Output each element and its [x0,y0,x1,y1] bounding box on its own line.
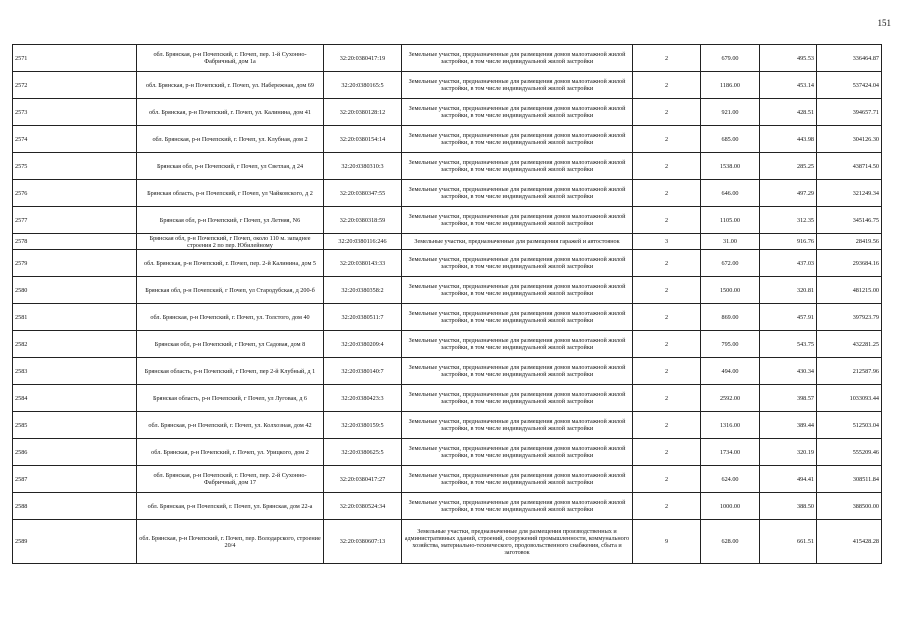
table-row [13,180,882,207]
row-cadastral-value: 293684.16 [817,250,882,277]
row-number: 2589 [13,520,137,564]
table-row [13,304,882,331]
row-cadastral-value: 537424.04 [817,72,882,99]
row-number: 2573 [13,99,137,126]
table-row [13,99,882,126]
table-row [13,234,882,250]
cadastral-value-table [12,44,882,564]
row-group: 2 [633,126,701,153]
row-area: 921.00 [701,99,760,126]
row-specific-value: 320.19 [760,439,817,466]
row-area: 494.00 [701,358,760,385]
page-number: 151 [877,18,891,28]
row-cadastral-number: 32:20:0380423:3 [324,385,402,412]
row-specific-value: 661.51 [760,520,817,564]
row-cadastral-value: 555209.46 [817,439,882,466]
row-specific-value: 389.44 [760,412,817,439]
row-cadastral-number: 32:20:0380116:246 [324,234,402,250]
row-group: 2 [633,331,701,358]
row-cadastral-value: 415428.28 [817,520,882,564]
row-area: 869.00 [701,304,760,331]
row-group: 2 [633,358,701,385]
row-number: 2582 [13,331,137,358]
row-address: обл. Брянская, р-н Почепский, г. Почеп, ул. Набережная, дом 69 [137,72,324,99]
row-group: 2 [633,250,701,277]
row-specific-value: 916.76 [760,234,817,250]
row-area: 628.00 [701,520,760,564]
row-address: Брянская обл, р-н Почепский, г Почеп, ул Садовая, дом 8 [137,331,324,358]
row-group: 2 [633,180,701,207]
row-permitted-use: Земельные участки, предназначенные для размещения домов малоэтажной жилой застройки, в том числе индивидуальной жилой застройки [402,99,633,126]
table-row [13,466,882,493]
row-permitted-use: Земельные участки, предназначенные для размещения домов малоэтажной жилой застройки, в том числе индивидуальной жилой застройки [402,304,633,331]
row-cadastral-value: 212587.96 [817,358,882,385]
row-number: 2571 [13,45,137,72]
row-address: Брянская область, р-н Почепский, г Почеп, пер 2-й Клубный, д 1 [137,358,324,385]
row-area: 1316.00 [701,412,760,439]
table-row [13,207,882,234]
row-group: 2 [633,45,701,72]
row-cadastral-number: 32:20:0380128:12 [324,99,402,126]
row-address: Брянская область, р-н Почепский, г Почеп, ул Чайковского, д 2 [137,180,324,207]
row-specific-value: 543.75 [760,331,817,358]
row-number: 2584 [13,385,137,412]
row-number: 2586 [13,439,137,466]
row-number: 2588 [13,493,137,520]
row-group: 2 [633,277,701,304]
row-area: 679.00 [701,45,760,72]
row-permitted-use: Земельные участки, предназначенные для размещения домов малоэтажной жилой застройки, в том числе индивидуальной жилой застройки [402,385,633,412]
row-cadastral-number: 32:20:0380165:5 [324,72,402,99]
row-permitted-use: Земельные участки, предназначенные для размещения домов малоэтажной жилой застройки, в том числе индивидуальной жилой застройки [402,493,633,520]
row-cadastral-value: 336464.87 [817,45,882,72]
row-cadastral-value: 481215.00 [817,277,882,304]
table-row [13,153,882,180]
row-cadastral-value: 432281.25 [817,331,882,358]
row-cadastral-number: 32:20:0380318:59 [324,207,402,234]
row-area: 1000.00 [701,493,760,520]
row-specific-value: 457.91 [760,304,817,331]
row-number: 2581 [13,304,137,331]
table-row [13,493,882,520]
row-area: 646.00 [701,180,760,207]
table-row [13,331,882,358]
row-address: обл. Брянская, р-н Почепский, г. Почеп, ул. Колхозная, дом 42 [137,412,324,439]
row-group: 2 [633,207,701,234]
row-permitted-use: Земельные участки, предназначенные для размещения домов малоэтажной жилой застройки, в том числе индивидуальной жилой застройки [402,250,633,277]
row-permitted-use: Земельные участки, предназначенные для размещения домов малоэтажной жилой застройки, в том числе индивидуальной жилой застройки [402,331,633,358]
row-number: 2574 [13,126,137,153]
row-cadastral-number: 32:20:0380143:33 [324,250,402,277]
row-area: 672.00 [701,250,760,277]
row-cadastral-number: 32:20:0380625:5 [324,439,402,466]
row-cadastral-value: 304126.30 [817,126,882,153]
row-specific-value: 430.34 [760,358,817,385]
row-cadastral-number: 32:20:0380524:34 [324,493,402,520]
row-number: 2577 [13,207,137,234]
row-specific-value: 443.98 [760,126,817,153]
row-specific-value: 398.57 [760,385,817,412]
row-area: 1105.00 [701,207,760,234]
row-cadastral-value: 394657.71 [817,99,882,126]
row-specific-value: 495.53 [760,45,817,72]
row-permitted-use: Земельные участки, предназначенные для размещения домов малоэтажной жилой застройки, в том числе индивидуальной жилой застройки [402,207,633,234]
table-row [13,439,882,466]
row-cadastral-number: 32:20:0380417:19 [324,45,402,72]
row-area: 1500.00 [701,277,760,304]
row-permitted-use: Земельные участки, предназначенные для размещения домов малоэтажной жилой застройки, в том числе индивидуальной жилой застройки [402,439,633,466]
table-row [13,277,882,304]
row-area: 2592.00 [701,385,760,412]
row-address: обл. Брянская, р-н Почепский, г. Почеп, ул. Калинина, дом 41 [137,99,324,126]
row-address: обл. Брянская, р-н Почепский, г. Почеп, пер. 2-й Калинина, дом 5 [137,250,324,277]
row-number: 2580 [13,277,137,304]
row-cadastral-number: 32:20:0380140:7 [324,358,402,385]
row-cadastral-number: 32:20:0380358:2 [324,277,402,304]
row-address: обл. Брянская, р-н Почепский, г. Почеп, ул. Клубная, дом 2 [137,126,324,153]
row-number: 2578 [13,234,137,250]
row-address: Брянская обл, р-н Почепский, г Почеп, ул Стародубская, д 200-б [137,277,324,304]
row-cadastral-number: 32:20:0380209:4 [324,331,402,358]
row-number: 2572 [13,72,137,99]
row-cadastral-value: 438714.50 [817,153,882,180]
row-permitted-use: Земельные участки, предназначенные для размещения домов малоэтажной жилой застройки, в том числе индивидуальной жилой застройки [402,180,633,207]
row-specific-value: 437.03 [760,250,817,277]
row-address: обл. Брянская, р-н Почепский, г. Почеп, пер. Володарского, строение 20/4 [137,520,324,564]
row-cadastral-number: 32:20:0380159:5 [324,412,402,439]
row-group: 2 [633,412,701,439]
row-cadastral-value: 1033093.44 [817,385,882,412]
row-area: 31.00 [701,234,760,250]
table-row [13,520,882,564]
row-specific-value: 494.41 [760,466,817,493]
row-specific-value: 285.25 [760,153,817,180]
row-permitted-use: Земельные участки, предназначенные для размещения гаражей и автостоянок [402,234,633,250]
row-cadastral-value: 345146.75 [817,207,882,234]
row-group: 2 [633,493,701,520]
row-group: 2 [633,72,701,99]
row-specific-value: 453.14 [760,72,817,99]
row-cadastral-value: 512503.04 [817,412,882,439]
row-cadastral-value: 388500.00 [817,493,882,520]
row-cadastral-value: 28419.56 [817,234,882,250]
row-permitted-use: Земельные участки, предназначенные для размещения производственных и административных зданий, строений, сооружений промышленности, коммунального хозяйства, материально-технического, продовольственного снабжения, сбыта и заготовок [402,520,633,564]
row-specific-value: 312.35 [760,207,817,234]
row-cadastral-number: 32:20:0380154:14 [324,126,402,153]
row-address: Брянская обл, р-н Почепский, г Почеп, ул Светлая, д 24 [137,153,324,180]
row-number: 2576 [13,180,137,207]
row-permitted-use: Земельные участки, предназначенные для размещения домов малоэтажной жилой застройки, в том числе индивидуальной жилой застройки [402,72,633,99]
row-address: обл. Брянская, р-н Почепский, г. Почеп, ул. Урицкого, дом 2 [137,439,324,466]
row-group: 2 [633,385,701,412]
row-address: Брянская область, р-н Почепский, г Почеп, ул Луговая, д 6 [137,385,324,412]
row-cadastral-number: 32:20:0380417:27 [324,466,402,493]
row-specific-value: 320.81 [760,277,817,304]
row-cadastral-number: 32:20:0380607:13 [324,520,402,564]
row-area: 685.00 [701,126,760,153]
row-specific-value: 428.51 [760,99,817,126]
row-cadastral-number: 32:20:0380347:55 [324,180,402,207]
row-permitted-use: Земельные участки, предназначенные для размещения домов малоэтажной жилой застройки, в том числе индивидуальной жилой застройки [402,45,633,72]
row-number: 2583 [13,358,137,385]
table-row [13,45,882,72]
row-address: Брянская обл, р-н Почепский, г Почеп, ул Летняя, N6 [137,207,324,234]
row-cadastral-value: 397923.79 [817,304,882,331]
row-number: 2587 [13,466,137,493]
row-specific-value: 497.29 [760,180,817,207]
row-cadastral-number: 32:20:0380310:3 [324,153,402,180]
row-group: 2 [633,439,701,466]
row-cadastral-number: 32:20:0380511:7 [324,304,402,331]
row-address: обл. Брянская, р-н Почепский, г. Почеп, пер. 2-й Сухонно-Фабричный, дом 17 [137,466,324,493]
row-address: обл. Брянская, р-н Почепский, г. Почеп, ул. Брянская, дом 22-а [137,493,324,520]
table-row [13,72,882,99]
row-address: обл. Брянская, р-н Почепский, г. Почеп, ул. Толстого, дом 40 [137,304,324,331]
row-permitted-use: Земельные участки, предназначенные для размещения домов малоэтажной жилой застройки, в том числе индивидуальной жилой застройки [402,153,633,180]
row-area: 1538.00 [701,153,760,180]
row-permitted-use: Земельные участки, предназначенные для размещения домов малоэтажной жилой застройки, в том числе индивидуальной жилой застройки [402,277,633,304]
row-area: 1734.00 [701,439,760,466]
row-specific-value: 388.50 [760,493,817,520]
table-row [13,412,882,439]
row-group: 2 [633,304,701,331]
row-group: 2 [633,153,701,180]
table-row [13,358,882,385]
row-area: 1186.00 [701,72,760,99]
row-group: 2 [633,99,701,126]
row-permitted-use: Земельные участки, предназначенные для размещения домов малоэтажной жилой застройки, в том числе индивидуальной жилой застройки [402,466,633,493]
row-number: 2575 [13,153,137,180]
row-permitted-use: Земельные участки, предназначенные для размещения домов малоэтажной жилой застройки, в том числе индивидуальной жилой застройки [402,412,633,439]
row-number: 2585 [13,412,137,439]
row-group: 3 [633,234,701,250]
row-address: обл. Брянская, р-н Почепский, г. Почеп, пер. 1-й Сухонно-Фабричный, дом 1а [137,45,324,72]
row-permitted-use: Земельные участки, предназначенные для размещения домов малоэтажной жилой застройки, в том числе индивидуальной жилой застройки [402,126,633,153]
table-row [13,385,882,412]
row-area: 624.00 [701,466,760,493]
row-address: Брянская обл, р-н Почепский, г Почеп, около 110 м. западнее строения 2 по пер. Юбилейному [137,234,324,250]
row-permitted-use: Земельные участки, предназначенные для размещения домов малоэтажной жилой застройки, в том числе индивидуальной жилой застройки [402,358,633,385]
table-row [13,126,882,153]
table-row [13,250,882,277]
row-cadastral-value: 308511.84 [817,466,882,493]
row-group: 2 [633,466,701,493]
row-cadastral-value: 321249.34 [817,180,882,207]
row-group: 9 [633,520,701,564]
row-number: 2579 [13,250,137,277]
row-area: 795.00 [701,331,760,358]
